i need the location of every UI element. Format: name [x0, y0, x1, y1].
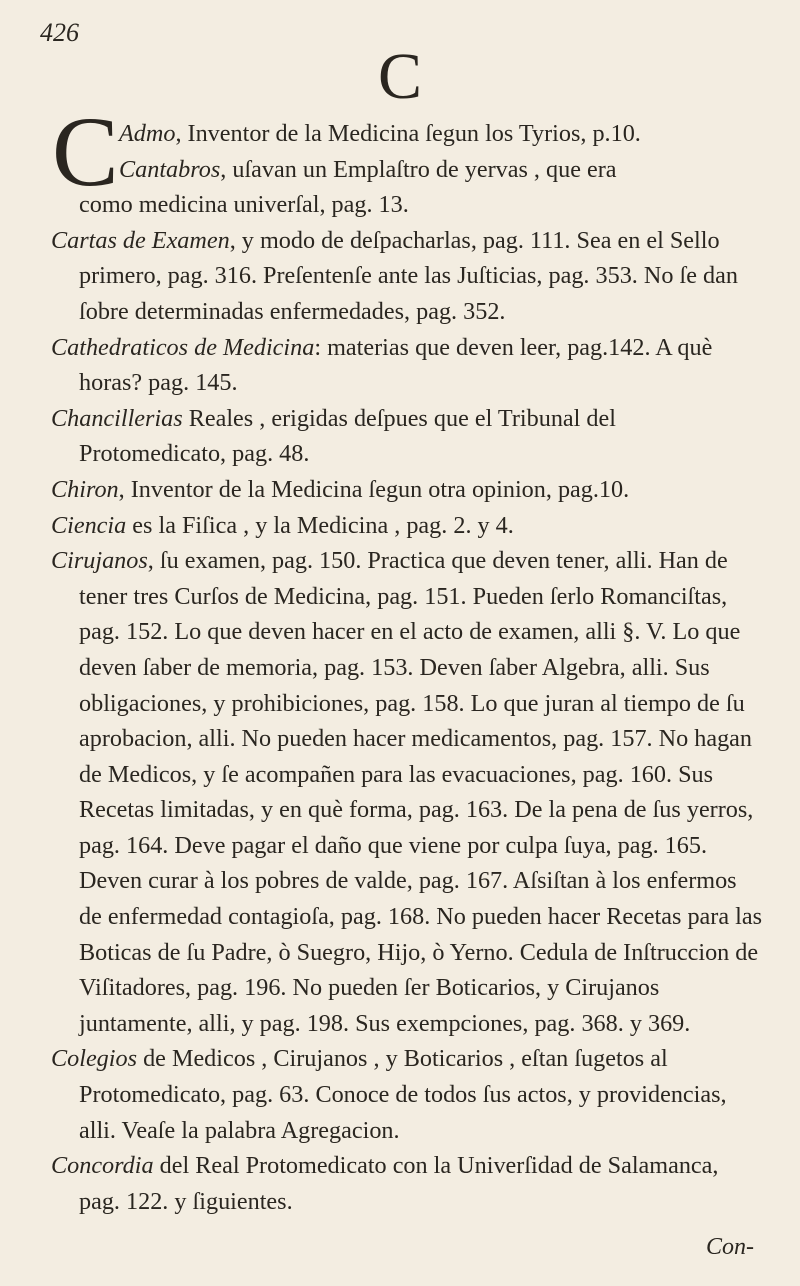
entry-term: Chiron [51, 475, 119, 503]
index-entry [51, 330, 763, 401]
entry-text: , y modo de deſpacharlas, pag. 111. Sea en el Sello primero, pag. 316. Preſentenſe ante las Juſticias, pag. 353. No ſe dan ſobre determinadas enfermedades, pag. 352. [79, 226, 738, 325]
entry-text: , ſu examen, pag. 150. Practica que deven tener, alli. Han de tener tres Curſos de Medicina, pag. 151. Pueden ſerlo Romanciſtas, pag. 152. Lo que deven hacer en el acto de examen, alli §. V. Lo que deven ſaber de memoria, pag. 153. Deven ſaber Algebra, alli. Sus obligaciones, y prohibiciones, pag. 158. Lo que juran al tiempo de ſu aprobacion, alli. No pueden hacer medicamentos, pag. 157. No hagan de Medicos, y ſe acompañen para las evacuaciones, pag. 160. Sus Recetas limitadas, y en què forma, pag. 163. De la pena de ſus yerros, pag. 164. Deve pagar el daño que viene por culpa ſuya, pag. 165. Deven curar à los pobres de valde, pag. 167. Aſsiſtan à los enfermos de enfermedad contagioſa, pag. 168. No pueden hacer Recetas para las Boticas de ſu Padre, ò Suegro, Hijo, ò Yerno. Cedula de Inſtruccion de Viſitadores, pag. 196. No pueden ſer Boticarios, y Cirujanos juntamente, alli, y pag. 198. Sus exempciones, pag. 368. y 369. [79, 547, 762, 1037]
index-entries [51, 116, 763, 1219]
entry-text: , Inventor de la Medicina ſegun otra opinion, pag.10. [118, 475, 630, 503]
entry-term: Colegios [51, 1045, 138, 1073]
index-entry-continuation [51, 187, 763, 223]
index-entry [51, 223, 763, 330]
entry-term: Cantabros [119, 155, 221, 183]
entry-term: Cirujanos [51, 547, 148, 575]
page-number: 426 [40, 18, 79, 47]
index-entry [51, 1041, 763, 1148]
index-entry [51, 116, 763, 152]
entry-term: Ciencia [51, 511, 127, 539]
index-entry [51, 152, 763, 188]
entry-text: como medicina univerſal, pag. 13. [79, 191, 409, 219]
catchword: Con- [706, 1234, 754, 1260]
index-entry [51, 401, 763, 472]
index-entry [51, 472, 763, 508]
entry-term: Cathedraticos de Medicina [51, 333, 315, 361]
entry-text: del Real Protomedicato con la Univerſidad de Salamanca, pag. 122. y ſiguientes. [79, 1152, 719, 1215]
entry-text: , uſavan un Emplaſtro de yervas , que era [220, 155, 617, 183]
index-entry [51, 543, 763, 1041]
index-entry [51, 508, 763, 544]
entry-term: Chancillerias [51, 404, 183, 432]
section-letter: C [377, 40, 423, 113]
entry-text: Reales , erigidas deſpues que el Tribunal del Protomedicato, pag. 48. [79, 404, 616, 468]
entry-term: Cartas de Examen [51, 226, 230, 254]
index-entry [51, 1148, 763, 1219]
entry-text: : materias que deven leer, pag.142. A què horas? pag. 145. [79, 333, 713, 397]
entry-term: Concordia [51, 1152, 154, 1180]
entry-text: es la Fiſica , y la Medicina , pag. 2. y 4. [126, 511, 514, 539]
entry-text: , Inventor de la Medicina ſegun los Tyrios, p.10. [175, 120, 641, 147]
entry-text: de Medicos , Cirujanos , y Boticarios , eſtan ſugetos al Protomedicato, pag. 63. Conoce de todos ſus actos, y providencias, alli. Veaſe la palabra Agregacion. [79, 1045, 727, 1144]
entry-term: Admo [119, 120, 176, 147]
drop-cap: C [52, 96, 119, 207]
